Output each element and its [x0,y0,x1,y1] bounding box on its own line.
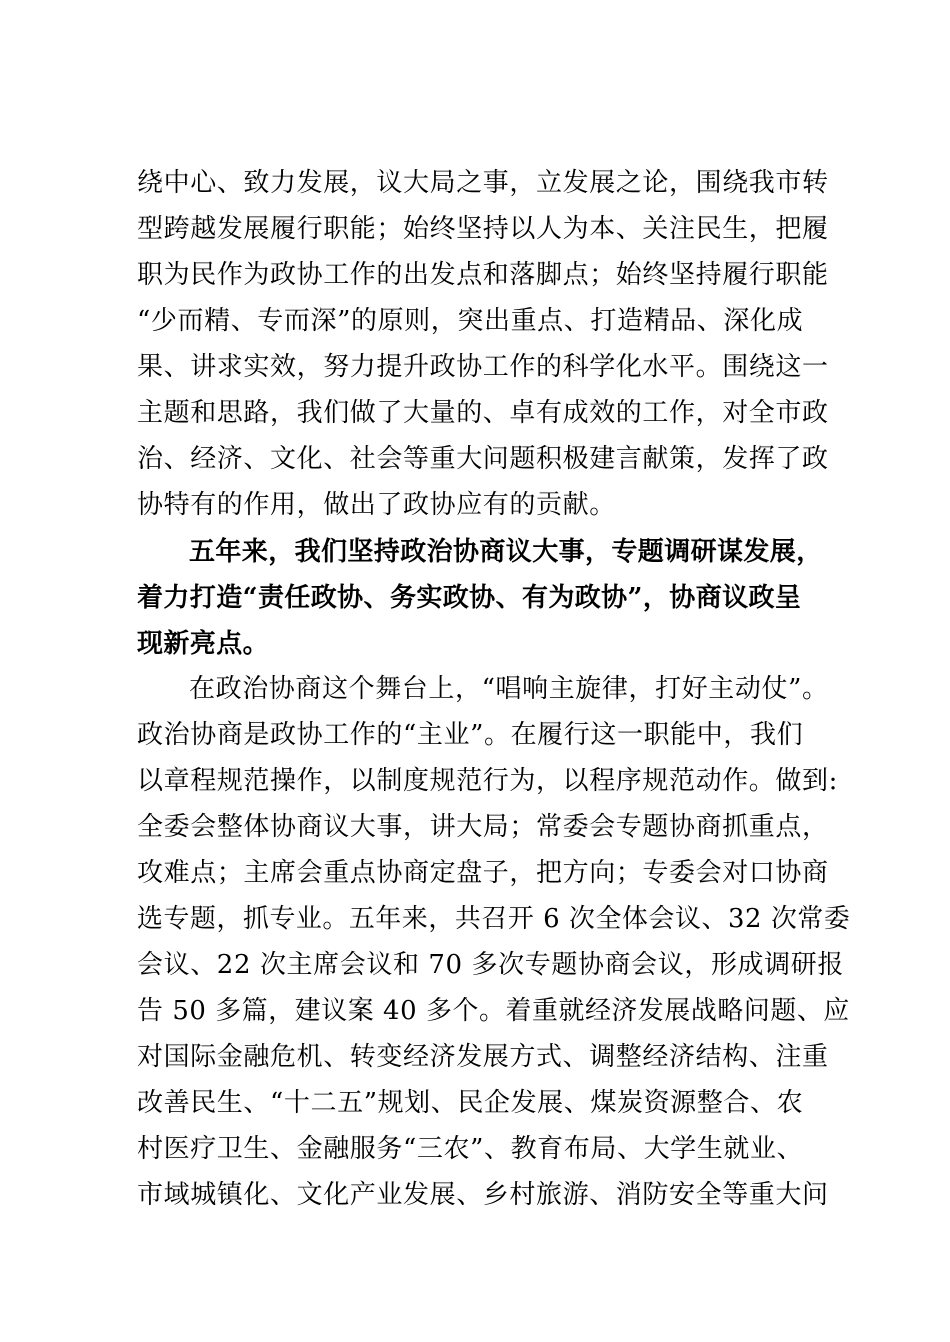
text-line: 告 50 多篇，建议案 40 多个。着重就经济发展战略问题、应 [137,996,850,1026]
text-line: 村医疗卫生、金融服务“三农”、教育布局、大学生就业、 [137,1134,804,1164]
text-line: 政治协商是政协工作的“主业”。在履行这一职能中，我们 [137,720,804,750]
text-line: 对国际金融危机、转变经济发展方式、调整经济结构、注重 [137,1042,829,1072]
text-line: 在政治协商这个舞台上，“唱响主旋律，打好主动仗”。 [189,674,829,704]
text-line: 型跨越发展履行职能；始终坚持以人为本、关注民生，把履 [137,214,829,244]
text-line: 主题和思路，我们做了大量的、卓有成效的工作，对全市政 [137,398,829,428]
heading-line: 着力打造“责任政协、务实政协、有为政协”，协商议政呈 [137,583,802,613]
text-line: 果、讲求实效，努力提升政协工作的科学化水平。围绕这一 [137,352,829,382]
text-line: 以章程规范操作，以制度规范行为，以程序规范动作。做到: [137,766,838,796]
heading-line: 五年来，我们坚持政治协商议大事，专题调研谋发展， [189,537,823,567]
text-line: 绕中心、致力发展，议大局之事，立发展之论，围绕我市转 [137,168,829,198]
text-line: 市域城镇化、文化产业发展、乡村旅游、消防安全等重大问 [137,1180,829,1210]
text-line: “少而精、专而深”的原则，突出重点、打造精品、深化成 [137,306,804,336]
heading-line: 现新亮点。 [137,629,270,659]
text-line: 改善民生、“十二五”规划、民企发展、煤炭资源整合、农 [137,1088,804,1118]
text-line: 攻难点；主席会重点协商定盘子，把方向；专委会对口协商 [137,858,829,888]
text-line: 协特有的作用，做出了政协应有的贡献。 [137,490,616,520]
text-line: 选专题，抓专业。五年来，共召开 6 次全体会议、32 次常委 [137,904,851,934]
text-line: 会议、22 次主席会议和 70 多次专题协商会议，形成调研报 [137,950,844,980]
text-line: 全委会整体协商议大事，讲大局；常委会专题协商抓重点， [137,812,829,842]
text-line: 治、经济、文化、社会等重大问题积极建言献策，发挥了政 [137,444,829,474]
text-line: 职为民作为政协工作的出发点和落脚点；始终坚持履行职能 [137,260,829,290]
